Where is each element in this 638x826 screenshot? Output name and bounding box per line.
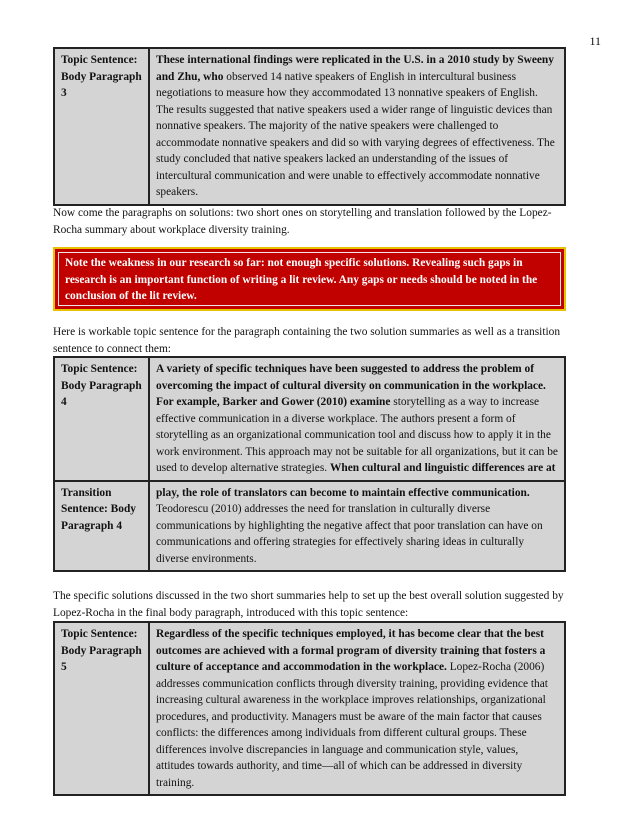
- topic-box-paragraph-4: [53, 356, 566, 572]
- row-label: Topic Sentence: Body Paragraph 4: [55, 358, 150, 480]
- row-content: [150, 482, 564, 571]
- note-text: Note the weakness in our research so far: not enough specific solutions. Revealing such gaps in research is an important function of writing a lit review. Any gaps or needs should be noted in the conclusion of the lit review.: [58, 252, 561, 306]
- bold-lead: These international findings were replicated in the U.S. in a 2010 study by Sweeny and Zhu, who: [156, 54, 554, 83]
- note-box: [53, 247, 566, 311]
- row-label: Topic Sentence: Body Paragraph 3: [55, 49, 150, 204]
- table-row: [55, 358, 564, 480]
- bold-lead: A variety of specific techniques have been suggested to address the problem of overcoming the impact of cultural diversity on communication in the workplace. For example, Barker and Gower (2010) examine: [156, 363, 546, 408]
- body-text: Lopez-Rocha (2006) addresses communication conflicts through diversity training, providing evidence that increasing cultural awareness in the workplace improves relationships, organizational procedures, and productivity. Managers must be aware of the main factor that causes conflicts: the differences among individuals from different cultural groups. These differences involve discrepancies in language and communication style, values, attitudes towards authority, and time—all of which can be addressed in diversity training.: [156, 661, 548, 789]
- bold-tail: When cultural and linguistic differences are at: [329, 462, 556, 474]
- row-content: [150, 49, 564, 204]
- topic-box-paragraph-5: [53, 621, 566, 796]
- table-row: [55, 623, 564, 794]
- paragraph-final-intro: The specific solutions discussed in the two short summaries help to set up the best overall solution suggested by Lopez-Rocha in the final body paragraph, introduced with this topic sentence:: [53, 590, 564, 619]
- body-text: storytelling as a way to increase effective communication in a diverse workplace. The authors present a form of storytelling as an organizational communication tool and discuss how to apply it in the work environment. This approach may not be suitable for all organizations, but it can be used to develop alternative strategies.: [156, 396, 558, 474]
- row-content: [150, 623, 564, 794]
- body-text: Teodorescu (2010) addresses the need for translation in culturally diverse communications by highlighting the negative affect that poor translation can have on communications and offering strategies for effectively sharing ideas in culturally diverse environments.: [156, 503, 543, 565]
- body-text: observed 14 native speakers of English in intercultural business negotiations to measure how they accommodated 13 nonnative speakers of English. The results suggested that native speakers used a wider range of linguistic devices than nonnative speakers. The majority of the native speakers were challenged to accommodate nonnative speakers and did so with varying degrees of effectiveness. The study concluded that native speakers lacked an understanding of the issues of intercultural communication and were unable to effectively accommodate nonnative speakers.: [156, 70, 555, 198]
- table-row: [55, 49, 564, 204]
- topic-box-paragraph-3: [53, 47, 566, 206]
- row-content: [150, 358, 564, 480]
- table-row: [55, 480, 564, 571]
- paragraph-solutions-intro: Now come the paragraphs on solutions: two short ones on storytelling and translation followed by the Lopez-Rocha summary about workplace diversity training.: [53, 207, 552, 236]
- bold-lead: Regardless of the specific techniques employed, it has become clear that the best outcomes are achieved with a formal program of diversity training that fosters a culture of acceptance and accommodation in the workplace.: [156, 628, 546, 673]
- page-number: 11: [589, 34, 601, 48]
- bold-lead: play, the role of translators can become to maintain effective communication.: [156, 486, 530, 499]
- row-label: Topic Sentence: Body Paragraph 5: [55, 623, 150, 794]
- row-label: Transition Sentence: Body Paragraph 4: [55, 482, 150, 571]
- paragraph-topic-intro: Here is workable topic sentence for the paragraph containing the two solution summaries as well as a transition sentence to connect them:: [53, 326, 561, 355]
